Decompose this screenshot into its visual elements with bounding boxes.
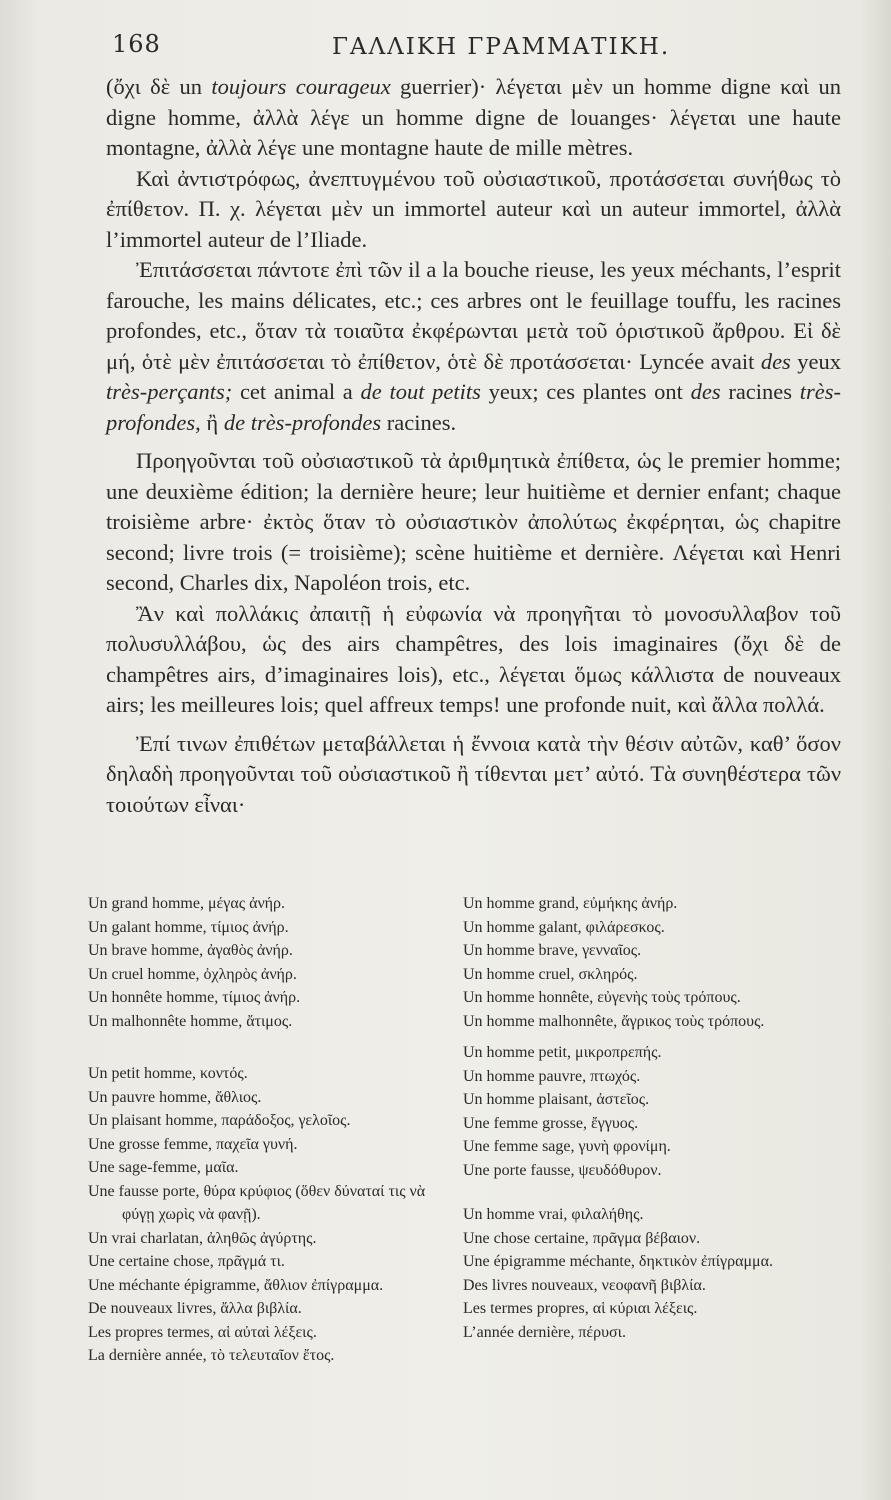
example-line: Des livres nouveaux, νεοφανῆ βιβλία.	[463, 1276, 706, 1294]
example-line: Une sage-femme, μαῖα.	[88, 1159, 239, 1176]
example-line: Un plaisant homme, παράδοξος, γελοῖος.	[88, 1112, 351, 1129]
page-number: 168	[112, 30, 161, 58]
example-line: Un cruel homme, ὀχληρὸς ἀνήρ.	[88, 965, 297, 983]
example-line: L’année dernière, πέρυσι.	[463, 1323, 626, 1341]
example-line: Un pauvre homme, ἄθλιος.	[88, 1088, 262, 1106]
example-line: Un malhonnête homme, ἄτιμος.	[88, 1012, 293, 1030]
example-line: Une grosse femme, παχεῖα γυνή.	[88, 1135, 298, 1153]
example-line: Une fausse porte, θύρα κρύφιος (ὅθεν δύναταί τις νὰ φύγῃ χωρὶς νὰ φανῇ).	[88, 1182, 426, 1223]
paragraph-6: Ἐπί τινων ἐπιθέτων μεταβάλλεται ἡ ἔννοια κατὰ τὴν θέσιν αὐτῶν, καθ’ ὅσον δηλαδὴ προηγοῦνται τοῦ οὐσιαστικοῦ ἢ τίθενται μετ’ αὐτό. Τὰ συνηθέστερα τῶν τοιούτων εἶναι·	[106, 730, 841, 817]
group-spacer	[463, 1182, 828, 1203]
example-line: Un petit homme, κοντός.	[88, 1065, 248, 1082]
example-line: Un galant homme, τίμιος ἀνήρ.	[88, 918, 289, 936]
example-line: De nouveaux livres, ἄλλα βιβλία.	[88, 1300, 302, 1317]
example-line: Un homme petit, μικροπρεπής.	[463, 1044, 662, 1061]
group-spacer	[88, 1033, 433, 1054]
example-line: Un homme galant, φιλάρεσκος.	[463, 918, 665, 936]
example-line: Un homme malhonnête, ἄγρικος τοὺς τρόπους.	[463, 1012, 765, 1030]
example-line: Un homme brave, γενναῖος.	[463, 942, 642, 959]
group-spacer	[88, 1054, 433, 1062]
example-line: Un grand homme, μέγας ἀνήρ.	[88, 895, 286, 912]
paragraph-1: (ὄχι δὲ un toujours courageux guerrier)· λέγεται μὲν un homme digne καὶ un digne homme, ἀλλὰ λέγε un homme digne de louanges· λέγεται une haute montagne, ἀλλὰ λέγε une montagne haute de mille mètres.	[106, 74, 841, 160]
page-header	[112, 30, 832, 66]
example-line: Une certaine chose, πρᾶγμά τι.	[88, 1253, 285, 1270]
paragraph-5: Ἂν καὶ πολλάκις ἀπαιτῇ ἡ εὐφωνία νὰ προηγῆται τὸ μονοσυλλαβον τοῦ πολυσυλλάβου, ὡς des airs champêtres, des lois imaginaires (ὄχι δὲ de champêtres airs, d’imaginaires lois), etc., λέγεται ὅμως κάλλιστα de nouveaux airs; les meilleures lois; quel affreux temps! une profonde nuit, καὶ ἄλλα πολλά.	[106, 600, 841, 717]
running-head: ΓΑΛΛΙΚΗ ΓΡΑΜΜΑΤΙΚΗ.	[332, 34, 671, 60]
example-line: Une méchante épigramme, ἄθλιον ἐπίγραμμα.	[88, 1276, 384, 1294]
example-line: La dernière année, τὸ τελευταῖον ἔτος.	[88, 1347, 335, 1364]
example-line: Une épigramme méchante, δηκτικὸν ἐπίγραμμα.	[463, 1253, 773, 1270]
paragraph-3: Ἐπιτάσσεται πάντοτε ἐπὶ τῶν il a la bouche rieuse, les yeux méchants, l’esprit farouche, les mains délicates, etc.; ces arbres ont le feuillage touffu, les racines profondes, etc., ὅταν τὰ τοιαῦτα ἐκφέρωνται μετὰ τοῦ ὁριστικοῦ ἄρθρου. Εἰ δὲ μή, ὁτὲ μὲν ἐπιτάσσεται τὸ ἐπίθετον, ὁτὲ δὲ προτάσσεται· Lyncée avait des yeux très-perçants; cet animal a de tout petits yeux; ces plantes ont des racines très-profondes, ἢ de très-profondes racines.	[106, 257, 841, 435]
example-line: Un homme cruel, σκληρός.	[463, 965, 638, 983]
example-line: Une femme grosse, ἔγγυος.	[463, 1114, 639, 1132]
example-line: Un honnête homme, τίμιος ἀνήρ.	[88, 989, 301, 1006]
body-text	[106, 72, 841, 820]
example-line: Une femme sage, γυνὴ φρονίμη.	[463, 1138, 671, 1155]
example-line: Un vrai charlatan, ἀληθῶς ἀγύρτης.	[88, 1229, 317, 1247]
group-spacer	[463, 1033, 828, 1041]
example-line: Un brave homme, ἀγαθὸς ἀνήρ.	[88, 942, 293, 959]
example-line: Un homme pauvre, πτωχός.	[463, 1067, 641, 1085]
example-line: Une porte fausse, ψευδόθυρον.	[463, 1161, 662, 1179]
example-line: Les propres termes, αἱ αὐταὶ λέξεις.	[88, 1323, 317, 1341]
paragraph-2: Καὶ ἀντιστρόφως, ἀνεπτυγμένου τοῦ οὐσιαστικοῦ, προτάσσεται συνήθως τὸ ἐπίθετον. Π. χ. λέγεται μὲν un immortel auteur καὶ un auteur immortel, ἀλλὰ l’immortel auteur de l’Iliade.	[106, 165, 841, 252]
example-line: Un homme plaisant, ἀστεῖος.	[463, 1091, 650, 1108]
example-line: Les termes propres, αἱ κύριαι λέξεις.	[463, 1300, 698, 1317]
examples-right-column	[463, 892, 828, 1344]
example-line: Un homme grand, εὐμήκης ἀνήρ.	[463, 895, 678, 912]
examples-left-column	[88, 892, 433, 1368]
paragraph-4: Προηγοῦνται τοῦ οὐσιαστικοῦ τὰ ἀριθμητικὰ ἐπίθετα, ὡς le premier homme; une deuxième édition; la dernière heure; leur huitième et dernier enfant; chaque troisième arbre· ἐκτὸς ὅταν τὸ οὐσιαστικὸν ἀπολύτως ἐκφέρηται, ὡς chapitre second; livre trois (= troisième); scène huitième et dernière. Λέγεται καὶ Henri second, Charles dix, Napoléon trois, etc.	[106, 448, 841, 595]
example-line: Une chose certaine, πρᾶγμα βέβαιον.	[463, 1229, 701, 1247]
example-line: Un homme honnête, εὐγενὴς τοὺς τρόπους.	[463, 989, 741, 1006]
example-line: Un homme vrai, φιλαλήθης.	[463, 1206, 644, 1223]
